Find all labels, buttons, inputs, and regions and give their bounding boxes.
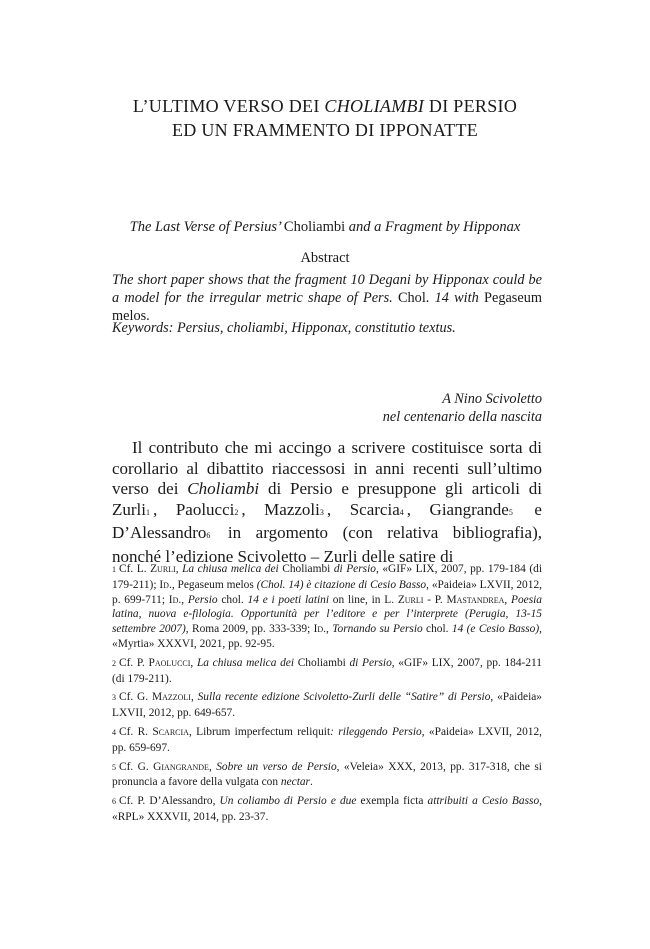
footnote-ref-1[interactable]: 1: [146, 507, 150, 517]
title-line-2: ED UN FRAMMENTO DI IPPONATTE: [171, 120, 479, 140]
paper-title: [0, 94, 650, 142]
footnote-5: 5 Cf. G. Giangrande, Sobre un verso de Persio, «Veleia» XXX, 2013, pp. 317-318, che si pronuncia a favore della vulgata con nectar.: [112, 760, 542, 789]
footnote-ref-2[interactable]: 2: [234, 507, 239, 517]
body-text: [112, 438, 542, 567]
dedication-line-1: A Nino Scivoletto: [442, 391, 542, 407]
footnote-6: 6 Cf. P. D’Alessandro, Un coliambo di Persio e due exempla ficta attribuiti a Cesio Basso, «RPL» XXXVII, 2014, pp. 23-37.: [112, 795, 543, 823]
footnote-1: 1 Cf. L. Zurli, La chiusa melica dei Choliambi di Persio, «GIF» LIX, 2007, pp. 179-184 (di 179-211); Id., Pegaseum melos (Chol. 14) è citazione di Cesio Basso, «Paideia» LXVII, 2012, p. 699-711; Id., Persio chol. 14 e i poeti latini on line, in L. Zurli - P. Mastandrea, Poesia latina, nuova e-filologia. Opportunità per l’editore e per l’interprete (Perugia, 13-15 settembre 2007), Roma 2009, pp. 333-339; Id., Tornando su Persio chol. 14 (e Cesio Basso), «Myrtia» XXXVI, 2021, pp. 92-95.: [112, 563, 542, 650]
abstract-text: The short paper shows that the fragment 10 Degani by Hipponax could be a model for the irregular metric shape of Pers. Chol. 14 with Pegaseum melos.: [112, 272, 542, 324]
keywords: Keywords: Persius, choliambi, Hipponax, constitutio textus.: [112, 320, 456, 336]
body-paragraph: Il contributo che mi accingo a scrivere costituisce sorta di corollario al dibattito riaccessosi in anni recenti sull’ultimo verso dei Choliambi di Persio e presuppone gli articoli di Zurli1 , Paolucci2 , Mazzoli3 , Scarcia4 , Giangrande5 e D’Alessandro6 in argomento (con relativa bibliografia), nonché l’edizione Scivoletto – Zurli delle satire di: [112, 438, 542, 566]
footnote-ref-4[interactable]: 4: [399, 507, 404, 517]
footnote-3: 3 Cf. G. Mazzoli, Sulla recente edizione Scivoletto-Zurli delle “Satire” di Persio, «Paideia» LXVII, 2012, pp. 649-657.: [112, 691, 542, 720]
footnote-4: 4 Cf. R. Scarcia, Librum imperfectum reliquit: rileggendo Persio, «Paideia» LXVII, 2012, pp. 659-697.: [112, 725, 543, 754]
dedication-line-2: nel centenario della nascita: [382, 409, 542, 425]
footnote-ref-6[interactable]: 6: [206, 531, 211, 540]
english-title: The Last Verse of Persius’ Choliambi and a Fragment by Hipponax: [129, 219, 521, 235]
footnote-2: 2 Cf. P. Paolucci, La chiusa melica dei Choliambi di Persio, «GIF» LIX, 2007, pp. 184-211 (di 179-211).: [112, 656, 542, 685]
footnotes: [112, 562, 542, 829]
dedication: [383, 390, 542, 426]
title-line-1: L’ULTIMO VERSO DEI CHOLIAMBI DI PERSIO: [132, 96, 518, 116]
abstract-heading: Abstract: [300, 250, 350, 266]
footnote-ref-5[interactable]: 5: [508, 507, 513, 517]
footnote-ref-3[interactable]: 3: [319, 507, 324, 517]
